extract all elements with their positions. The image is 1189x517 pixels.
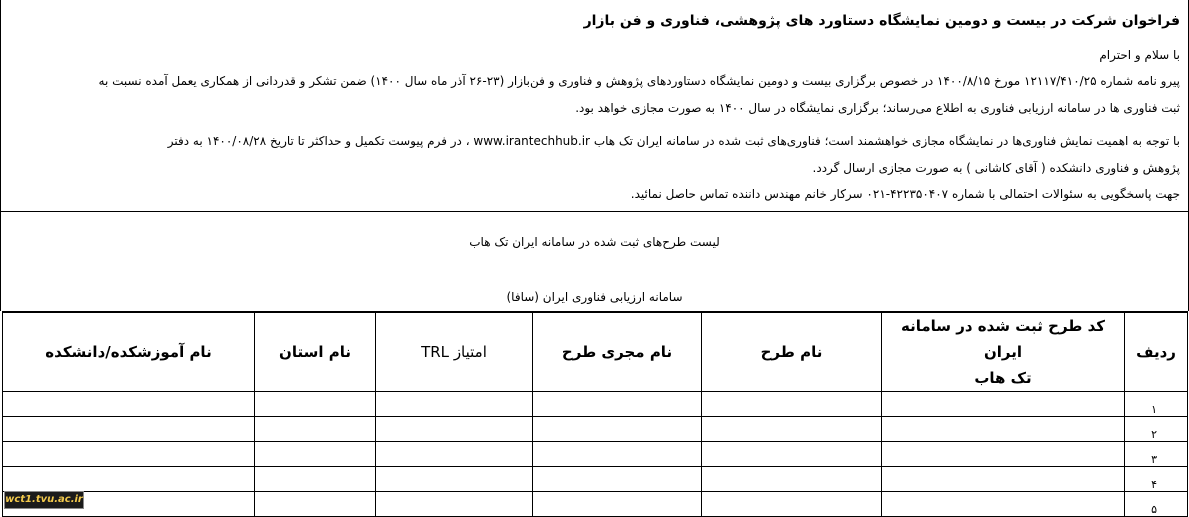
letter-paragraph-2-line-2: پژوهش و فناوری دانشکده ( آقای کاشانی ) به صورت مجازی ارسال گردد.	[812, 161, 1180, 175]
plan-name-cell[interactable]	[702, 442, 882, 467]
table-header-row	[3, 312, 1188, 392]
executor-cell[interactable]	[533, 492, 702, 517]
table-row	[3, 442, 1188, 467]
executor-cell[interactable]	[533, 442, 702, 467]
plan-code-cell[interactable]	[882, 442, 1125, 467]
plan-code-cell[interactable]	[882, 467, 1125, 492]
header-plan-code	[882, 312, 1125, 392]
trl-cell[interactable]	[376, 392, 533, 417]
plan-name-cell[interactable]	[702, 392, 882, 417]
row-number-cell: ۳	[1125, 442, 1188, 467]
province-cell[interactable]	[255, 442, 376, 467]
trl-cell[interactable]	[376, 417, 533, 442]
executor-cell[interactable]	[533, 467, 702, 492]
announcement-letter	[0, 0, 1189, 211]
header-plan-code-line-2: تک هاب	[974, 369, 1032, 387]
province-cell[interactable]	[255, 492, 376, 517]
province-cell[interactable]	[255, 467, 376, 492]
letter-paragraph-3-line-1: جهت پاسخگویی به سئوالات احتمالی با شماره ۴۲۲۳۵۰۴۰۷-۰۲۱ سرکار خانم مهندس داننده تماس حاصل نمائید.	[630, 187, 1180, 201]
trl-cell[interactable]	[376, 442, 533, 467]
table-row	[3, 492, 1188, 517]
province-cell[interactable]	[255, 392, 376, 417]
plan-code-cell[interactable]	[882, 492, 1125, 517]
header-row-number: ردیف	[1125, 312, 1188, 392]
table-row	[3, 467, 1188, 492]
faculty-cell[interactable]	[3, 417, 255, 442]
table-row	[3, 392, 1188, 417]
row-number-cell: ۴	[1125, 467, 1188, 492]
plan-name-cell[interactable]	[702, 492, 882, 517]
table-caption-area	[0, 211, 1189, 311]
letter-greeting: با سلام و احترام	[1099, 48, 1180, 62]
trl-cell[interactable]	[376, 467, 533, 492]
letter-paragraph-2-line-1: با توجه به اهمیت نمایش فناوری‌ها در نمایشگاه مجازی خواهشمند است؛ فناوری‌های ثبت شده در سامانه ایران تک هاب www.irantechhub.ir ، در فرم پیوست تکمیل و حداکثر تا تاریخ ۱۴۰۰/۰۸/۲۸ به دفتر	[167, 134, 1180, 148]
plan-code-cell[interactable]	[882, 417, 1125, 442]
header-trl-score: امتیاز TRL	[376, 312, 533, 392]
header-plan-code-line-1: کد طرح ثبت شده در سامانه ایران	[900, 317, 1106, 361]
table-row	[3, 417, 1188, 442]
executor-cell[interactable]	[533, 392, 702, 417]
table-caption-subtitle: سامانه ارزیابی فناوری ایران (سافا)	[506, 290, 683, 304]
row-number-cell: ۲	[1125, 417, 1188, 442]
row-number-cell: ۱	[1125, 392, 1188, 417]
plan-name-cell[interactable]	[702, 467, 882, 492]
letter-paragraph-1-line-1: پیرو نامه شماره ۱۲۱۱۷/۴۱۰/۲۵ مورخ ۱۴۰۰/۸/۱۵ در خصوص برگزاری بیست و دومین نمایشگاه دستاوردهای پژوهش و فناوری و فن‌بازار (۲۳-۲۶ آذر ماه سال ۱۴۰۰) ضمن تشکر و قدردانی از همکاری یعمل آمده نسبت به	[98, 74, 1180, 88]
site-watermark: wct1.tvu.ac.ir	[4, 491, 84, 509]
plan-code-cell[interactable]	[882, 392, 1125, 417]
table-caption-title: لیست طرح‌های ثبت شده در سامانه ایران تک هاب	[469, 235, 720, 249]
province-cell[interactable]	[255, 417, 376, 442]
executor-cell[interactable]	[533, 417, 702, 442]
header-plan-name: نام طرح	[702, 312, 882, 392]
letter-paragraph-1-line-2: ثبت فناوری ها در سامانه ارزیابی فناوری به اطلاع می‌رساند؛ برگزاری نمایشگاه در سال ۱۴۰۰ به صورت مجازی خواهد بود.	[575, 101, 1180, 115]
row-number-cell: ۵	[1125, 492, 1188, 517]
header-executor-name: نام مجری طرح	[533, 312, 702, 392]
registered-plans-table	[2, 311, 1188, 517]
header-faculty: نام آموزشکده/دانشکده	[3, 312, 255, 392]
header-province: نام استان	[255, 312, 376, 392]
plan-name-cell[interactable]	[702, 417, 882, 442]
trl-cell[interactable]	[376, 492, 533, 517]
letter-title: فراخوان شرکت در بیست و دومین نمایشگاه دستاورد های پژوهشی، فناوری و فن بازار	[583, 13, 1180, 29]
faculty-cell[interactable]	[3, 467, 255, 492]
faculty-cell[interactable]	[3, 442, 255, 467]
faculty-cell[interactable]	[3, 392, 255, 417]
